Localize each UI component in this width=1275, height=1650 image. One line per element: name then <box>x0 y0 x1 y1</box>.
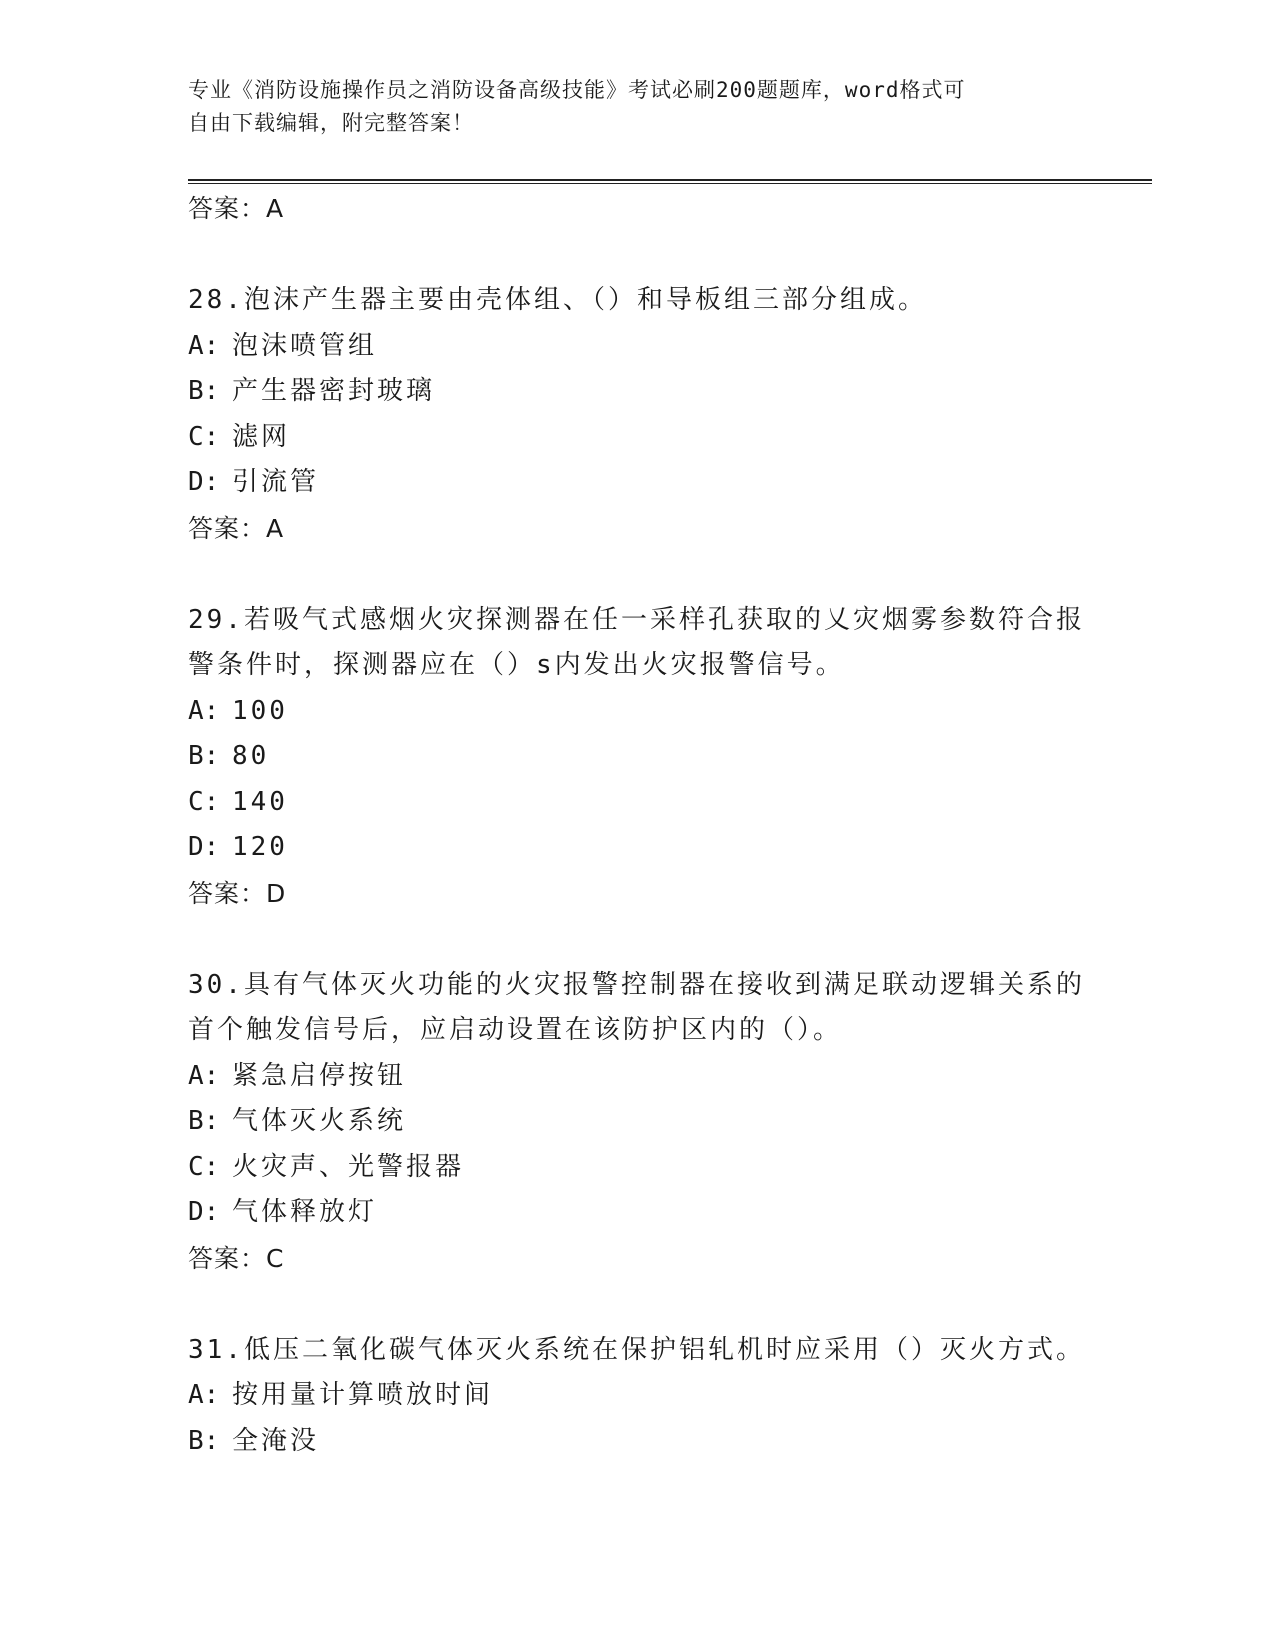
option-key: A: <box>188 330 220 361</box>
option-key: A: <box>188 1380 220 1410</box>
question-text: 31.低压二氧化碳气体灭火系统在保护铝轧机时应采用（）灭火方式。 <box>188 1334 1085 1365</box>
option-key: A: <box>188 1060 220 1091</box>
option-text: 紧急启停按钮 <box>232 1060 407 1091</box>
option-text: 气体灭火系统 <box>232 1106 407 1136</box>
option-b <box>188 1099 1088 1145</box>
option-key: B: <box>188 1425 220 1456</box>
question-text-continued: 警条件时，探测器应在（）s内发出火灾报警信号。 <box>188 650 845 680</box>
option-d <box>188 460 1088 506</box>
answer-line <box>188 1236 1088 1281</box>
answer-line <box>188 186 1088 231</box>
question-list <box>188 186 1088 1464</box>
option-b <box>188 734 1088 780</box>
option-c <box>188 1145 1088 1191</box>
question-text-continued: 首个触发信号后，应启动设置在该防护区内的（）。 <box>188 1015 843 1045</box>
option-text: 滤网 <box>232 421 291 452</box>
question-29 <box>188 598 1088 916</box>
option-c <box>188 415 1088 461</box>
header-line-1: 专业《消防设施操作员之消防设备高级技能》考试必刷200题题库，word格式可 <box>188 78 966 102</box>
question-text: 30.具有气体灭火功能的火灾报警控制器在接收到满足联动逻辑关系的 <box>188 969 1085 1000</box>
question-31 <box>188 1328 1088 1465</box>
option-text: 80 <box>232 741 270 771</box>
header-divider-thick <box>188 179 1152 181</box>
option-key: C: <box>188 421 220 452</box>
option-b <box>188 1419 1088 1465</box>
answer-label: 答案： <box>188 194 267 223</box>
option-text: 泡沫喷管组 <box>232 330 378 361</box>
option-text: 产生器密封玻璃 <box>232 376 436 406</box>
header-line-2: 自由下载编辑，附完整答案！ <box>188 111 474 135</box>
option-key: D: <box>188 1197 220 1227</box>
answer-label: 答案： <box>188 513 267 543</box>
option-text: 引流管 <box>232 467 320 497</box>
option-a <box>188 689 1088 735</box>
option-d <box>188 1190 1088 1236</box>
header-divider-thin <box>188 183 1152 184</box>
question-text: 29.若吸气式感烟火灾探测器在任一采样孔获取的乂灾烟雾参数符合报 <box>188 604 1085 635</box>
question-text: 28.泡沫产生器主要由壳体组、（）和导板组三部分组成。 <box>188 285 927 315</box>
option-a <box>188 324 1088 370</box>
option-key: D: <box>188 832 220 862</box>
answer-value: A <box>266 513 285 543</box>
question-30 <box>188 963 1088 1281</box>
answer-label: 答案： <box>188 1243 267 1273</box>
option-key: B: <box>188 741 220 771</box>
option-a <box>188 1373 1088 1419</box>
option-text: 火灾声、光警报器 <box>232 1151 465 1182</box>
document-header <box>188 74 1068 140</box>
answer-value: C <box>266 1243 285 1273</box>
option-text: 按用量计算喷放时间 <box>232 1380 494 1410</box>
option-text: 气体释放灯 <box>232 1197 378 1227</box>
option-text: 100 <box>232 695 288 726</box>
option-key: B: <box>188 1106 220 1136</box>
option-c <box>188 780 1088 826</box>
option-a <box>188 1054 1088 1100</box>
question-28 <box>188 278 1088 551</box>
answer-label: 答案： <box>188 878 267 908</box>
option-text: 全淹没 <box>232 1425 320 1456</box>
option-text: 140 <box>232 786 288 817</box>
answer-value: A <box>266 194 285 223</box>
option-key: D: <box>188 467 220 497</box>
option-text: 120 <box>232 832 288 862</box>
answer-line <box>188 871 1088 916</box>
option-key: A: <box>188 695 220 726</box>
answer-value: D <box>266 878 287 908</box>
answer-line <box>188 506 1088 551</box>
option-b <box>188 369 1088 415</box>
option-key: C: <box>188 786 220 817</box>
option-d <box>188 825 1088 871</box>
option-key: B: <box>188 376 220 406</box>
option-key: C: <box>188 1151 220 1182</box>
